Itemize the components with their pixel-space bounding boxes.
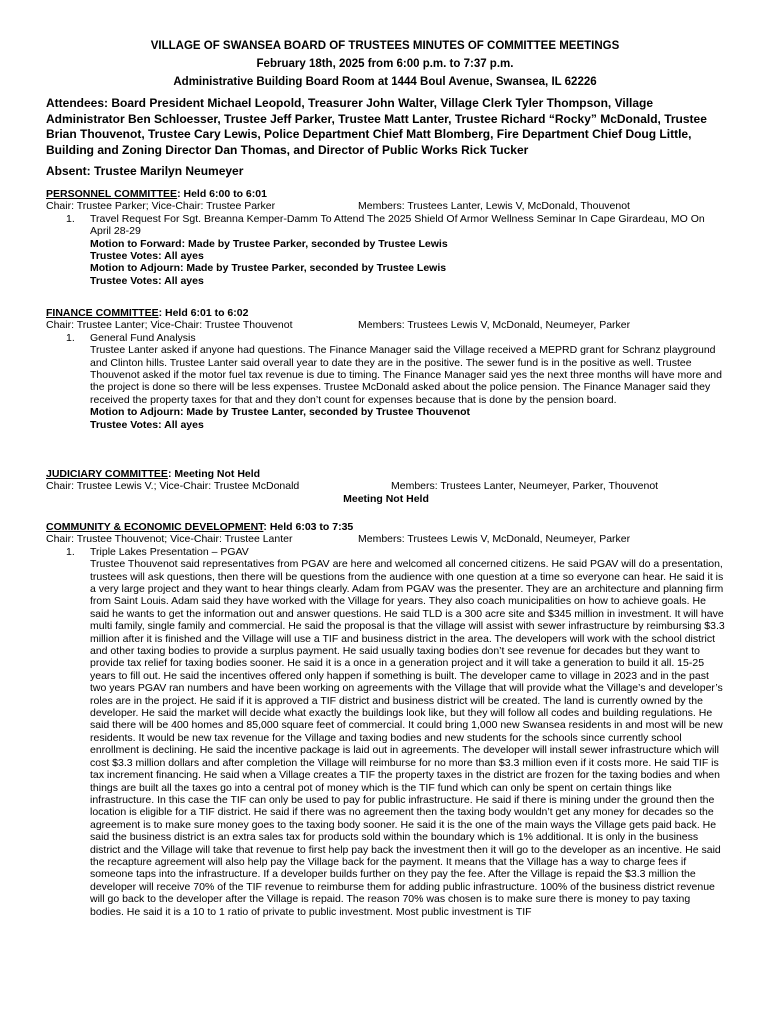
personnel-members: Members: Trustees Lanter, Lewis V, McDonald, Thouvenot	[358, 200, 630, 213]
finance-heading	[46, 307, 726, 319]
personnel-item-number: 1.	[66, 212, 75, 225]
absent-line: Absent: Trustee Marilyn Neumeyer	[46, 164, 244, 178]
personnel-item	[46, 213, 726, 238]
header-date: February 18th, 2025 from 6:00 p.m. to 7:37 p.m.	[256, 58, 514, 70]
community-title: COMMUNITY & ECONOMIC DEVELOPMENT	[46, 521, 264, 533]
judiciary-section	[46, 468, 726, 505]
judiciary-chair-row	[46, 480, 726, 492]
judiciary-status: Meeting Not Held	[343, 492, 429, 505]
finance-body: Trustee Lanter asked if anyone had questions. The Finance Manager said the Village received a MEPRD grant for Schranz playground and Clinton hills. Trustee Lanter said overall year to date they are in the positive. The sewer fund is in the positive as well. Trustee Thouvenot asked if the motor fuel tax revenue is due to timing. The Finance Manager said yes the next three months will have more and the project is done so there will be less expenses. Trustee McDonald asked about the police pension. The Finance Manager said they received the property taxes for that and they don’t count for expenses because that is done by the pension board.	[90, 344, 722, 406]
finance-item-number: 1.	[66, 331, 75, 344]
community-chair: Chair: Trustee Thouvenot; Vice-Chair: Trustee Lanter	[46, 533, 293, 546]
community-item-text: Triple Lakes Presentation – PGAV	[90, 545, 249, 558]
finance-members: Members: Trustees Lewis V, McDonald, Neumeyer, Parker	[358, 319, 631, 332]
personnel-chair: Chair: Trustee Parker; Vice-Chair: Trustee Parker	[46, 200, 276, 213]
judiciary-held: : Meeting Not Held	[167, 468, 261, 480]
community-item-number: 1.	[66, 545, 75, 558]
header-location: Administrative Building Board Room at 1444 Boul Avenue, Swansea, IL 62226	[173, 76, 597, 88]
finance-chair: Chair: Trustee Lanter; Vice-Chair: Trustee Thouvenot	[46, 319, 293, 332]
community-section	[46, 521, 726, 918]
personnel-held: : Held 6:00 to 6:01	[177, 188, 267, 200]
community-held: : Held 6:03 to 7:35	[263, 521, 354, 533]
personnel-votes-1: Trustee Votes: All ayes	[90, 250, 204, 263]
personnel-section	[46, 188, 726, 287]
finance-motion-adjourn: Motion to Adjourn: Made by Trustee Lanter, seconded by Trustee Thouvenot	[90, 406, 470, 419]
finance-item-text: General Fund Analysis	[90, 331, 196, 344]
personnel-votes-2: Trustee Votes: All ayes	[90, 274, 204, 287]
judiciary-heading	[46, 468, 726, 480]
finance-held: : Held 6:01 to 6:02	[158, 307, 249, 319]
judiciary-chair: Chair: Trustee Lewis V.; Vice-Chair: Trustee McDonald	[46, 480, 300, 493]
finance-chair-row	[46, 319, 726, 331]
finance-votes: Trustee Votes: All ayes	[90, 418, 204, 431]
header-title: VILLAGE OF SWANSEA BOARD OF TRUSTEES MINUTES OF COMMITTEE MEETINGS	[150, 40, 620, 52]
finance-title: FINANCE COMMITTEE	[46, 307, 159, 319]
personnel-motion-adjourn: Motion to Adjourn: Made by Trustee Parker, seconded by Trustee Lewis	[90, 262, 447, 275]
judiciary-title: JUDICIARY COMMITTEE	[46, 468, 168, 480]
personnel-heading	[46, 188, 726, 200]
community-chair-row	[46, 533, 726, 545]
judiciary-members: Members: Trustees Lanter, Neumeyer, Parker, Thouvenot	[391, 480, 659, 493]
community-body: Trustee Thouvenot said representatives from PGAV are here and welcomed all concerned citizens. He said PGAV will do a presentation, trustees will ask questions, then there will be questions from the audience with one question at a time so everyone can hear. He said it is a very large project and they want to hear things clearly. Adam from PGAV was the presenter. They are an architecture and planning firm from Saint Louis. Adam said they have worked with the Village for years. They also coach municipalities on how to achieve goals. He said he wants to get the information out and answer questions. He said TLD is a 300 acre site and $345 million in investment. It will have multi family, single family and commercial. He said the proposal is that the village will assist with sewer infrastructure by reimbursing $3.3 million after it is finished and the Village will use a TIF and business district in the area. The developers will work with the school district and other taxing bodies to provide a surplus payment. He said usually taxing bodies don’t see revenue for decades but they want to provide tax relief for taxing bodies sooner. He said it is a once in a generation project and it will take a generation to build it all. 15-25 years to fill out. He said the incentives offered only happen if something is built. The developer came to village in 2023 and in the past two years PGAV ran numbers and have been working on agreements with the Village that will provide what the Village’s and developer’s roles are in the project. He said if it is approved a TIF district and business district will be created. The land is currently owned by the developer. He said the market will decide what exactly the buildings look like, but they will follow all codes and building regulations. He said there will be 400 homes and 85,000 square feet of commercial. It could bring 1,000 new Swansea residents in and most will be new residents. It would be new tax revenue for the Village and taxing bodies and new students for the schools since currently school enrollment is declining. He said the incentive package is laid out in agreements. The developer will install sewer infrastructure which will cost $3.3 million dollars and after completion the Village will reimburse for no more than $3.3 million even if it costs more. He said TIF is tax increment financing. He said when a Village creates a TIF the property taxes in the district are frozen for the taxing bodies and when things are built all the taxes go into a central pot of money which is the TIF fund which can only be spent on certain things like infrastructure. In this case the TIF can only be used to pay for public infrastructure. He said if there is mining under the ground then the location is eligible for a TIF district. He said if there was no agreement then the taxing body wouldn’t get any money for decades so the agreement is to make sure money goes to the taxing body sooner. He said it is the one of the main ways the Village gets paid back. He said the business district is an extra sales tax for products sold within the boundary which is 1% additional. It is only in the business district and the Village will take that revenue to first help pay back the investment then it will go to the developer as an incentive. He said the recapture agreement will also help pay the Village back for the payment. It means that the Village has a way to charge fees if someone taps into the infrastructure. If a developer builds further on they pay the fee. After the Village is repaid the $3.3 million the developer will receive 70% of the TIF revenue to reimburse them for adding public infrastructure. 100% of the business district revenue will go back to the developer after the Village is repaid. The reason 70% was chosen is to make sure there is money to pay taxing bodies. He said it is a 10 to 1 ratio of private to public investment. Most public investment is TIF	[90, 558, 725, 918]
personnel-motion-forward: Motion to Forward: Made by Trustee Parker, seconded by Trustee Lewis	[90, 237, 448, 250]
attendees-paragraph: Attendees: Board President Michael Leopold, Treasurer John Walter, Village Clerk Tyler Thompson, Village Administrator Ben Schloesser, Trustee Jeff Parker, Trustee Matt Lanter, Trustee Richard “Rocky” McDonald, Trustee Brian Thouvenot, Trustee Cary Lewis, Police Department Chief Matt Blomberg, Fire Department Chief Doug Little, Building and Zoning Director Dan Thomas, and Director of Public Works Rick Tucker	[46, 96, 707, 157]
finance-section	[46, 307, 726, 431]
community-members: Members: Trustees Lewis V, McDonald, Neumeyer, Parker	[358, 533, 631, 546]
personnel-chair-row	[46, 200, 726, 212]
community-item	[46, 546, 726, 558]
personnel-item-text: Travel Request For Sgt. Breanna Kemper-Damm To Attend The 2025 Shield Of Armor Wellness Seminar In Cape Girardeau, MO On April 28-29	[90, 212, 705, 238]
document-header	[0, 37, 770, 91]
personnel-title: PERSONNEL COMMITTEE	[46, 188, 178, 200]
finance-item	[46, 332, 726, 344]
community-heading	[46, 521, 726, 533]
